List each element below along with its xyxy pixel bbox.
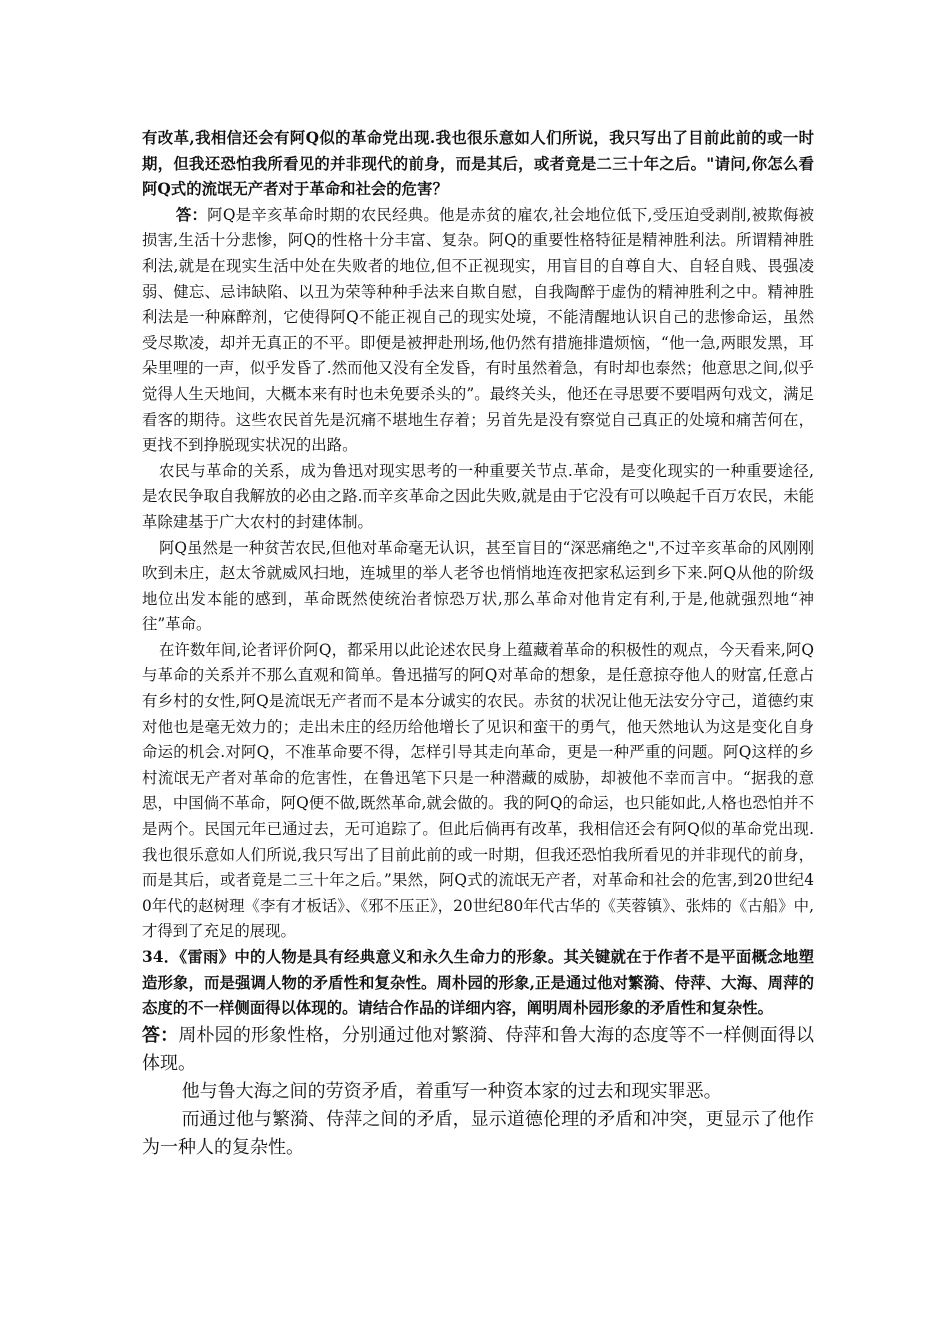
question-34: 34．《雷雨》中的人物是具有经典意义和永久生命力的形象。其关键就在于作者不是平面概念地塑造形象，而是强调人物的矛盾性和复杂性。周朴园的形象,正是通过他对繁漪、侍萍、大海、周萍的态度的不一样侧面得以体现的。请结合作品的详细内容，阐明周朴园形象的矛盾性和复杂性。 — [142, 948, 814, 1018]
answer-33-paragraph-4: 在许数年间,论者评价阿Q，都采用以此论述农民身上蕴藏着革命的积极性的观点，今天看来,阿Q与革命的关系并不那么直观和简单。鲁迅描写的阿Q对革命的想象，是任意掠夺他人的财富,任意占有乡村的女性,阿Q是流氓无产者而不是本分诚实的农民。赤贫的状况让他无法安分守己，道德约束对他也是毫无效力的；走出未庄的经历给他增长了见识和蛮干的勇气，他天然地认为这是变化自身命运的机会.对阿Q，不准革命要不得，怎样引导其走向革命，更是一种严重的问题。阿Q这样的乡村流氓无产者对革命的危害性，在鲁迅笔下只是一种潜藏的威胁，却被他不幸而言中。“据我的意思，中国倘不革命，阿Q便不做,既然革命,就会做的。我的阿Q的命运，也只能如此,人格也恐怕并不是两个。民国元年已通过去，无可追踪了。但此后倘再有改革，我相信还会有阿Q似的革命党出现.我也很乐意如人们所说,我只写出了目前此前的或一时期，但我还恐怕我所看见的并非现代的前身，而是其后，或者竟是二三十年之后。”果然，阿Q式的流氓无产者，对革命和社会的危害,到20世纪40年代的赵树理《李有才板话》、《邪不压正》，20世纪80年代古华的《芙蓉镇》、张炜的《古船》中,才得到了充足的展现。 — [142, 640, 814, 941]
question-33-tail: 有改革,我相信还会有阿Q似的革命党出现.我也很乐意如人们所说，我只写出了目前此前的或一时期，但我还恐怕我所看见的并非现代的前身，而是其后，或者竟是二三十年之后。"请问,你怎么看阿Q式的流氓无产者对于革命和社会的危害？ — [142, 129, 814, 199]
answer-33-paragraph-2: 农民与革命的关系，成为鲁迅对现实思考的一种重要关节点.革命，是变化现实的一种重要途径,是农民争取自我解放的必由之路.而辛亥革命之因此失败,就是由于它没有可以唤起千百万农民，未能革除建基于广大农村的封建体制。 — [142, 461, 814, 531]
answer-33-paragraph-1 — [142, 203, 814, 459]
answer-34-text-1: 周朴园的形象性格，分别通过他对繁漪、侍萍和鲁大海的态度等不一样侧面得以体现。 — [142, 1024, 815, 1074]
document-page — [142, 126, 814, 1162]
answer-34-paragraph-2: 他与鲁大海之间的劳资矛盾，着重写一种资本家的过去和现实罪恶。 — [181, 1080, 722, 1102]
answer-34-paragraph-1 — [142, 1022, 814, 1078]
answer-34-paragraph-3: 而通过他与繁漪、侍萍之间的矛盾，显示道德伦理的矛盾和冲突，更显示了他作为一种人的复杂性。 — [142, 1108, 814, 1158]
answer-label: 答： — [142, 1024, 179, 1046]
answer-label: 答： — [175, 205, 208, 224]
answer-33-text-1: 阿Q是辛亥革命时期的农民经典。他是赤贫的雇农,社会地位低下,受压迫受剥削,被欺侮被损害,生活十分悲惨，阿Q的性格十分丰富、复杂。阿Q的重要性格特征是精神胜利法。所谓精神胜利法,就是在现实生活中处在失败者的地位,但不正视现实，用盲目的自尊自大、自轻自贱、畏强凌弱、健忘、忌讳缺陷、以丑为荣等种种手法来自欺自慰，自我陶醉于虚伪的精神胜利之中。精神胜利法是一种麻醉剂，它使得阿Q不能正视自己的现实处境，不能清醒地认识自己的悲惨命运，虽然受尽欺凌，却并无真正的不平。即便是被押赴刑场,他仍然有措施排遣烦恼，“他一急,两眼发黑，耳朵里哩的一声，似乎发昏了.然而他又没有全发昏，有时虽然着急，有时却也泰然；他意思之间,似乎觉得人生天地间，大概本来有时也未免要杀头的”。最终关头，他还在寻思要不要唱两句戏文，满足看客的期待。这些农民首先是沉痛不堪地生存着；另首先是没有察觉自己真正的处境和痛苦何在，更找不到挣脱现实状况的出路。 — [142, 205, 814, 455]
answer-33-paragraph-3: 阿Q虽然是一种贫苦农民,但他对革命毫无认识，甚至盲目的“深恶痛绝之",不过辛亥革命的风刚刚吹到未庄，赵太爷就威风扫地，连城里的举人老爷也悄悄地连夜把家私运到乡下来.阿Q从他的阶级地位出发本能的感到，革命既然使统治者惊恐万状,那么革命对他肯定有利,于是,他就强烈地“神往”革命。 — [142, 538, 814, 634]
